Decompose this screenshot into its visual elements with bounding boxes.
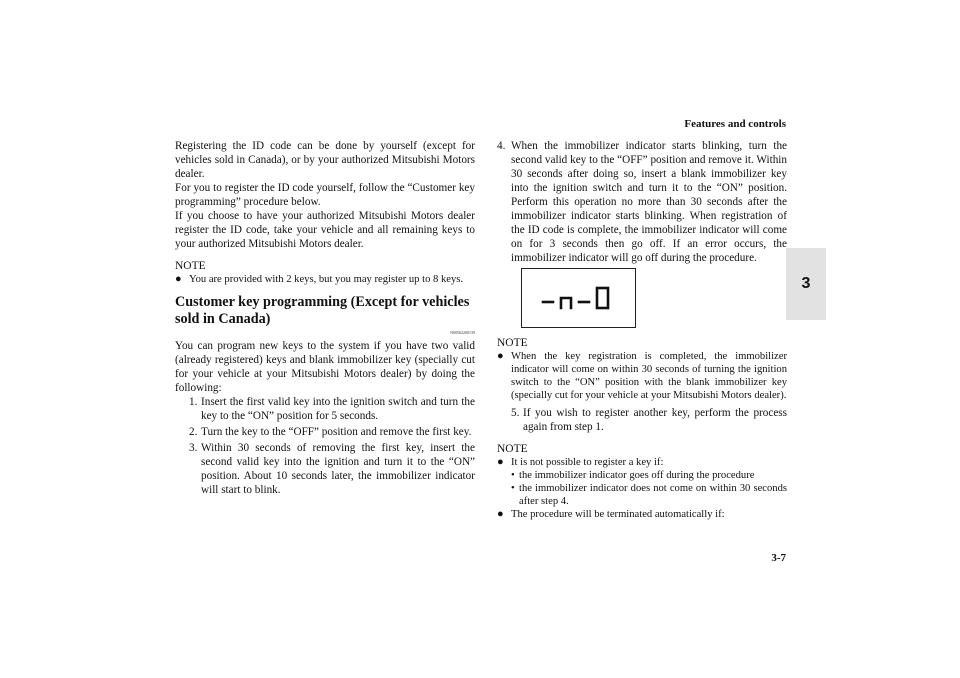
step-number: 3. xyxy=(189,442,198,454)
step-number: 4. xyxy=(497,140,506,152)
note-text: The procedure will be terminated automatically if: xyxy=(511,509,725,520)
bullet-icon: ● xyxy=(497,456,504,468)
step-text: Turn the key to the “OFF” position and remove the first key. xyxy=(201,426,472,438)
left-column xyxy=(175,139,475,497)
bullet-icon: ● xyxy=(497,350,504,362)
step-item xyxy=(189,441,475,497)
section-heading: Customer key programming (Except for vehicles sold in Canada) xyxy=(175,294,470,327)
procedure-intro: You can program new keys to the system if you have two valid (already registered) keys and blank immobilizer key (specially cut for your vehicle at your Mitsubishi Motors dealer) by doing the following: xyxy=(175,340,475,394)
step-item xyxy=(189,425,475,439)
reference-code: N00562200139 xyxy=(450,330,475,335)
step-text: When the immobilizer indicator starts blinking, turn the second valid key to the “OFF” position and remove it. Within 30 seconds after doing so, insert a blank immobilizer key into the ignition switch and turn it to the “ON” position. Perform this operation no more than 30 seconds after the immobilizer indicator starts blinking. When registration of the ID code is complete, the immobilizer indicator will come on for 3 seconds then go off. If an error occurs, the immobilizer indicator will go off during the procedure. xyxy=(511,140,787,264)
note-sub-text: the immobilizer indicator goes off during the procedure xyxy=(519,470,755,481)
note-label: NOTE xyxy=(497,443,528,455)
step-text: Insert the first valid key into the ignition switch and turn the key to the “ON” position for 5 seconds. xyxy=(201,396,475,422)
note-text: It is not possible to register a key if: xyxy=(511,457,664,468)
note-text: You are provided with 2 keys, but you may register up to 8 keys. xyxy=(189,274,464,285)
note-item xyxy=(497,350,787,402)
section-header: Features and controls xyxy=(684,118,786,130)
indicator-display-illustration xyxy=(521,268,636,328)
sub-bullet-icon: • xyxy=(511,483,515,494)
note-item xyxy=(497,456,787,469)
step-text: If you wish to register another key, perform the process again from step 1. xyxy=(523,407,787,433)
note-item xyxy=(175,273,475,286)
step-number: 1. xyxy=(189,396,198,408)
note-label: NOTE xyxy=(497,337,528,349)
step-item xyxy=(497,139,787,265)
note-text: When the key registration is completed, the immobilizer indicator will come on within 30 seconds of turning the ignition switch to the “ON” position with the blank immobilizer key (specially cut for your vehicle at your Mitsubishi Motors dealer). xyxy=(511,351,787,401)
chapter-tab xyxy=(786,248,826,320)
step-number: 5. xyxy=(511,407,520,419)
note-sub-item xyxy=(511,482,787,508)
intro-paragraph-1: Registering the ID code can be done by yourself (except for vehicles sold in Canada), or by your authorized Mitsubishi Motors dealer. xyxy=(175,140,475,180)
note-item xyxy=(497,508,787,521)
chapter-number: 3 xyxy=(801,275,811,292)
right-column xyxy=(497,139,787,521)
note-label: NOTE xyxy=(175,260,206,272)
step-item xyxy=(189,395,475,423)
sub-bullet-icon: • xyxy=(511,470,515,481)
bullet-icon: ● xyxy=(497,508,504,520)
intro-paragraph-3: If you choose to have your authorized Mitsubishi Motors dealer register the ID code, take your vehicle and all remaining keys to your authorized Mitsubishi Motors dealer. xyxy=(175,210,475,250)
intro-paragraph-2: For you to register the ID code yourself, follow the “Customer key programming” procedure below. xyxy=(175,182,475,208)
note-sub-item xyxy=(511,469,787,482)
step-item xyxy=(511,406,787,434)
page-number: 3-7 xyxy=(771,552,786,564)
step-text: Within 30 seconds of removing the first key, insert the second valid key into the ignition and turn it to the “ON” position. About 10 seconds later, the immobilizer indicator will start to blink. xyxy=(201,442,475,496)
bullet-icon: ● xyxy=(175,273,182,285)
step-number: 2. xyxy=(189,426,198,438)
segment-display-icon xyxy=(539,284,619,312)
note-sub-text: the immobilizer indicator does not come on within 30 seconds after step 4. xyxy=(519,483,787,507)
